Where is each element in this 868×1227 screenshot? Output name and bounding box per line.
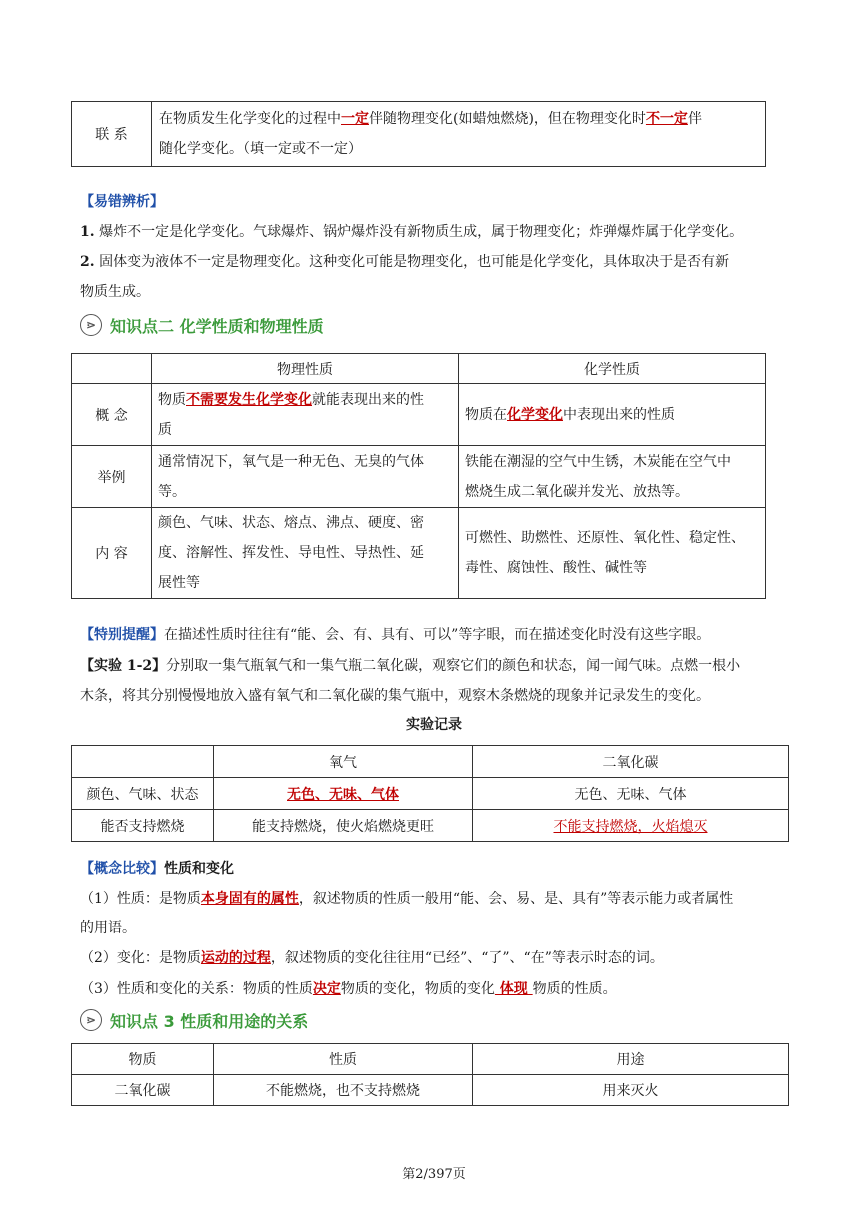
errors-item-1: 1. 爆炸不一定是化学变化。气球爆炸、锅炉爆炸没有新物质生成，属于物理变化；炸弹爆炸属于化学变化。 — [80, 224, 744, 240]
link-text-b: 伴随物理变化(如蜡烛燃烧)，但在物理变化时 — [369, 111, 646, 127]
row-label-example: 举例 — [72, 446, 152, 508]
header-chemical: 化学性质 — [459, 354, 766, 384]
compare-heading — [80, 854, 234, 884]
table-row — [72, 1075, 789, 1106]
section-heading-3 — [80, 1005, 308, 1035]
header-property: 性质 — [214, 1044, 473, 1075]
content-physical: 颜色、气味、状态、熔点、沸点、硬度、密 度、溶解性、挥发性、导电性、导热性、延 展性等 — [152, 508, 459, 599]
page-number: 第2/397页 — [402, 1167, 466, 1182]
oxygen-combustion: 能支持燃烧，使火焰燃烧更旺 — [214, 810, 473, 842]
cell-substance: 二氧化碳 — [72, 1075, 214, 1106]
example-chemical: 铁能在潮湿的空气中生锈，木炭能在空气中 燃烧生成二氧化碳并发光、放热等。 — [459, 446, 766, 508]
row-label-content: 内 容 — [72, 508, 152, 599]
example-physical: 通常情况下，氧气是一种无色、无臭的气体 等。 — [152, 446, 459, 508]
link-text-c: 伴 — [687, 111, 702, 127]
row-label-appearance: 颜色、气味、状态 — [72, 778, 214, 810]
compare-p1: （1）性质：是物质本身固有的属性，叙述物质的性质一般用“能、会、易、是、具有”等表示能力或者属性 — [80, 891, 734, 907]
table-row — [72, 446, 766, 508]
co2-appearance: 无色、无味、气体 — [473, 778, 789, 810]
row-label-concept: 概 念 — [72, 384, 152, 446]
reminder-tag: 【特别提醒】 — [80, 627, 164, 643]
table-row — [72, 384, 766, 446]
concept-chemical-fill: 化学变化 — [507, 406, 563, 423]
arrow-circle-icon: ⋗ — [80, 314, 102, 336]
empty-header-cell — [72, 746, 214, 778]
record-title: 实验记录 — [406, 717, 462, 733]
link-text-line2: 随化学变化。（填一定或不一定） — [159, 141, 362, 157]
compare-tag: 【概念比较】 — [80, 861, 164, 877]
use-table — [71, 1043, 789, 1106]
reminder-text: 在描述性质时往往有“能、会、有、具有、可以”等字眼，而在描述变化时没有这些字眼。 — [164, 627, 711, 643]
link-label: 联 系 — [72, 102, 152, 167]
oxygen-appearance-fill: 无色、无味、气体 — [287, 786, 399, 803]
section-title-2: 知识点二 化学性质和物理性质 — [110, 316, 324, 336]
errors-item-2-cont: 物质生成。 — [80, 284, 150, 300]
section-title-3: 知识点 3 性质和用途的关系 — [110, 1011, 309, 1031]
section-heading-2 — [80, 310, 324, 340]
header-use: 用途 — [473, 1044, 789, 1075]
experiment-line-2: 木条，将其分别慢慢地放入盛有氧气和二氧化碳的集气瓶中，观察木条燃烧的现象并记录发生的变化。 — [80, 688, 710, 704]
compare-p2-fill: 运动的过程 — [200, 950, 271, 966]
header-physical: 物理性质 — [152, 354, 459, 384]
reminder — [80, 620, 710, 650]
compare-p3-fill-1: 决定 — [312, 981, 341, 997]
arrow-circle-icon: ⋗ — [80, 1009, 102, 1031]
experiment-table — [71, 745, 789, 842]
table-row — [72, 778, 789, 810]
header-co2: 二氧化碳 — [473, 746, 789, 778]
concept-physical-fill: 不需要发生化学变化 — [186, 391, 312, 408]
experiment-line-1: 【实验 1-2】分别取一集气瓶氧气和一集气瓶二氧化碳，观察它们的颜色和状态，闻一闻气味。点燃一根小 — [80, 658, 741, 674]
compare-p3: （3）性质和变化的关系：物质的性质决定物质的变化，物质的变化 体现 物质的性质。 — [80, 981, 617, 997]
content-chemical: 可燃性、助燃性、还原性、氧化性、稳定性、 毒性、腐蚀性、酸性、碱性等 — [459, 508, 766, 599]
header-oxygen: 氧气 — [214, 746, 473, 778]
concept-chemical: 物质在化学变化中表现出来的性质 — [459, 384, 766, 446]
compare-p1-fill: 本身固有的属性 — [200, 891, 299, 907]
property-table — [71, 353, 766, 599]
cell-use: 用来灭火 — [473, 1075, 789, 1106]
empty-header-cell — [72, 354, 152, 384]
cell-property: 不能燃烧，也不支持燃烧 — [214, 1075, 473, 1106]
compare-p2: （2）变化：是物质运动的过程，叙述物质的变化往往用“已经”、“了”、“在”等表示时态的词。 — [80, 950, 664, 966]
concept-physical: 物质不需要发生化学变化就能表现出来的性 质 — [152, 384, 459, 446]
row-label-combustion: 能否支持燃烧 — [72, 810, 214, 842]
compare-p1-cont: 的用语。 — [80, 920, 136, 936]
table-row — [72, 810, 789, 842]
errors-item-2: 2. 固体变为液体不一定是物理变化。这种变化可能是物理变化，也可能是化学变化，具体取决于是否有新 — [80, 254, 730, 270]
link-table — [71, 101, 766, 167]
experiment-tag: 【实验 1-2】 — [80, 658, 167, 674]
link-fill-2: 不一定 — [645, 111, 688, 127]
compare-title: 性质和变化 — [164, 861, 234, 877]
link-fill-1: 一定 — [341, 111, 369, 127]
co2-combustion-fill: 不能支持燃烧，火焰熄灭 — [553, 818, 708, 835]
link-content — [152, 102, 766, 167]
compare-p3-fill-2: 体现 — [494, 981, 533, 997]
link-text-a: 在物质发生化学变化的过程中 — [159, 111, 341, 127]
header-substance: 物质 — [72, 1044, 214, 1075]
table-row — [72, 508, 766, 599]
errors-tag: 【易错辨析】 — [80, 194, 164, 210]
